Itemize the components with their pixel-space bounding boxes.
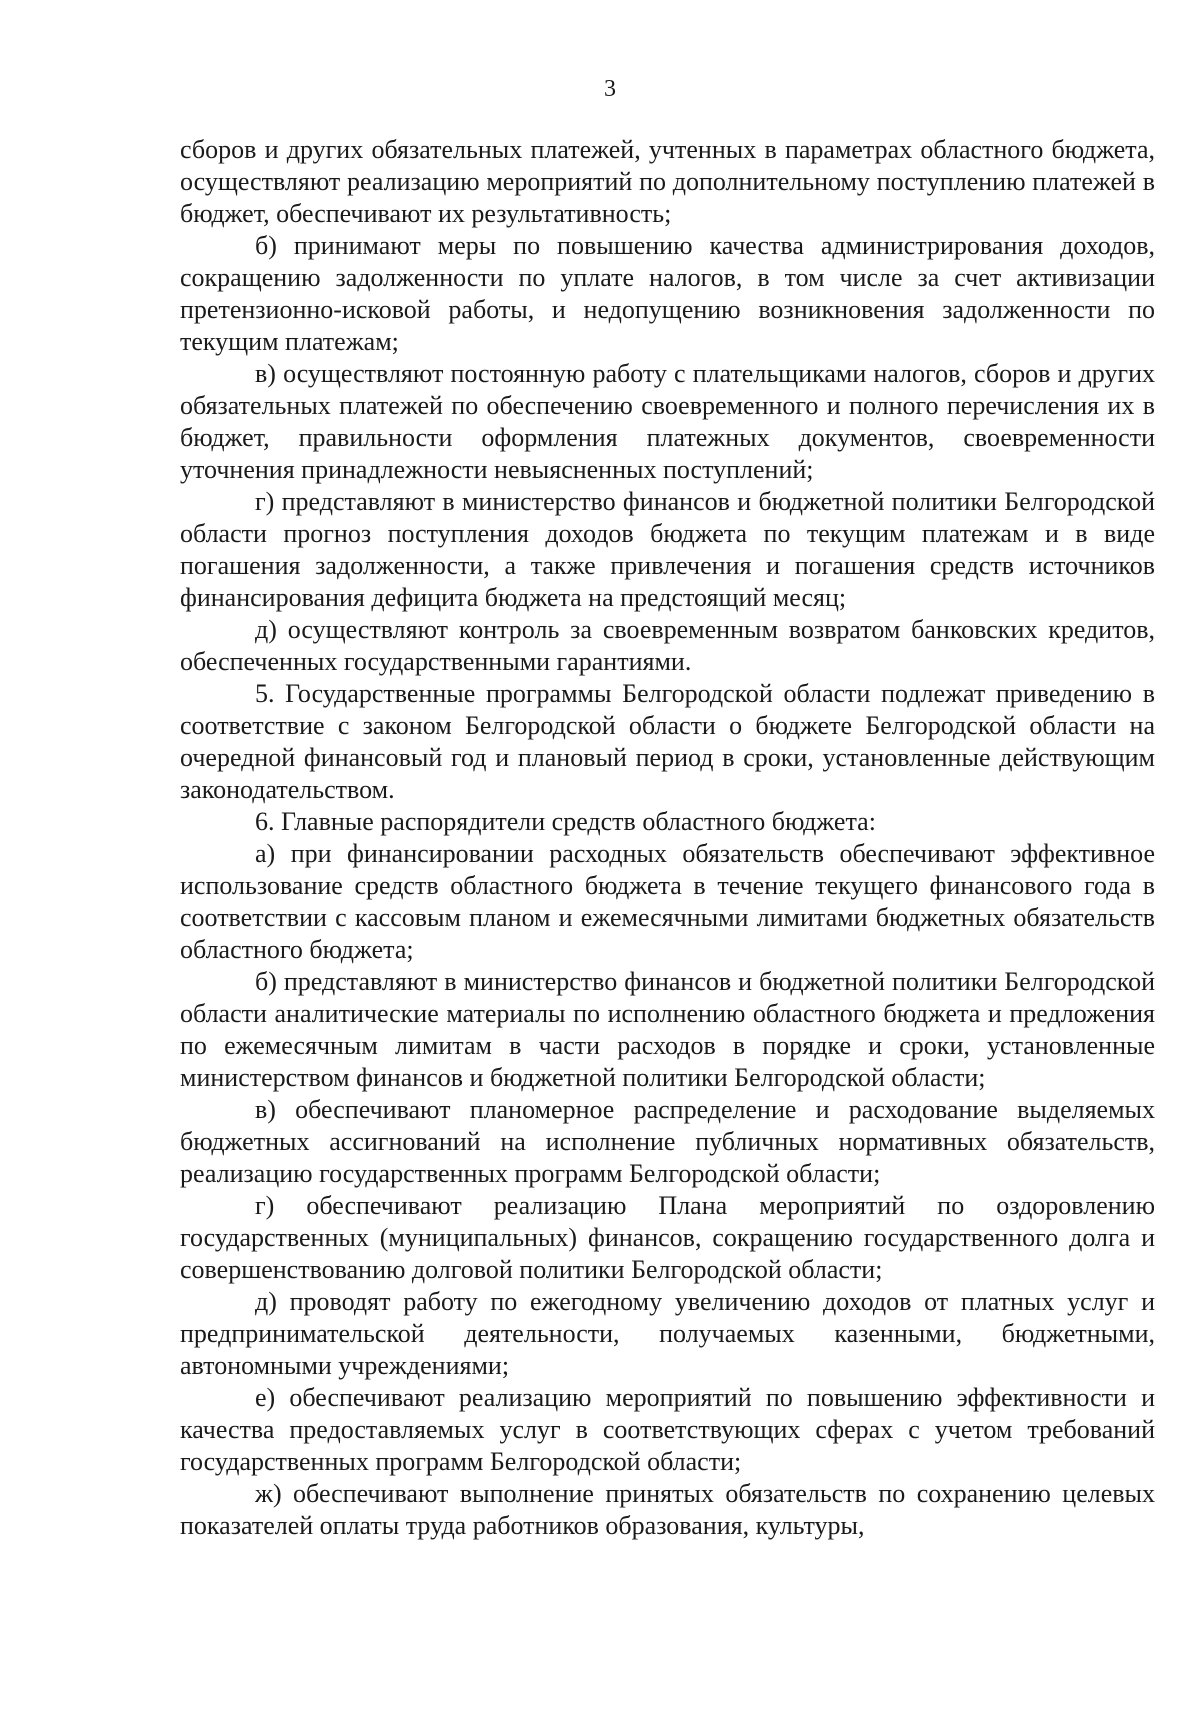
paragraph-6-item-a: а) при финансировании расходных обязательств обеспечивают эффективное использование средств областного бюджета в течение текущего финансового года в соответствии с кассовым планом и ежемесячными лимитами бюджетных обязательств областного бюджета; bbox=[180, 839, 1155, 964]
paragraph-6-item-zh: ж) обеспечивают выполнение принятых обязательств по сохранению целевых показателей оплаты труда работников образования, культуры, bbox=[180, 1479, 1155, 1540]
paragraph-continuation: сборов и других обязательных платежей, учтенных в параметрах областного бюджета, осуществляют реализацию мероприятий по дополнительному поступлению платежей в бюджет, обеспечивают их результативность; bbox=[180, 135, 1155, 228]
paragraph-6-item-d: д) проводят работу по ежегодному увеличению доходов от платных услуг и предпринимательской деятельности, получаемых казенными, бюджетными, автономными учреждениями; bbox=[180, 1287, 1155, 1380]
paragraph-item-v: в) осуществляют постоянную работу с плательщиками налогов, сборов и других обязательных платежей по обеспечению своевременного и полного перечисления их в бюджет, правильности оформления платежных документов, своевременности уточнения принадлежности невыясненных поступлений; bbox=[180, 359, 1155, 484]
document-body bbox=[180, 134, 1155, 1542]
paragraph-item-g: г) представляют в министерство финансов и бюджетной политики Белгородской области прогноз поступления доходов бюджета по текущим платежам и в виде погашения задолженности, а также привлечения и погашения средств источников финансирования дефицита бюджета на предстоящий месяц; bbox=[180, 487, 1155, 612]
paragraph-item-d: д) осуществляют контроль за своевременным возвратом банковских кредитов, обеспеченных государственными гарантиями. bbox=[180, 615, 1155, 676]
paragraph-item-b: б) принимают меры по повышению качества администрирования доходов, сокращению задолженности по уплате налогов, в том числе за счет активизации претензионно-исковой работы, и недопущению возникновения задолженности по текущим платежам; bbox=[180, 231, 1155, 356]
paragraph-section-5: 5. Государственные программы Белгородской области подлежат приведению в соответствие с законом Белгородской области о бюджете Белгородской области на очередной финансовый год и плановый период в сроки, установленные действующим законодательством. bbox=[180, 679, 1155, 804]
paragraph-6-item-b: б) представляют в министерство финансов и бюджетной политики Белгородской области аналитические материалы по исполнению областного бюджета и предложения по ежемесячным лимитам в части расходов в порядке и сроки, установленные министерством финансов и бюджетной политики Белгородской области; bbox=[180, 967, 1155, 1092]
page-number: 3 bbox=[604, 76, 616, 102]
paragraph-6-item-g: г) обеспечивают реализацию Плана мероприятий по оздоровлению государственных (муниципальных) финансов, сокращению государственного долга и совершенствованию долговой политики Белгородской области; bbox=[180, 1191, 1155, 1284]
paragraph-6-item-e: е) обеспечивают реализацию мероприятий по повышению эффективности и качества предоставляемых услуг в соответствующих сферах с учетом требований государственных программ Белгородской области; bbox=[180, 1383, 1155, 1476]
paragraph-section-6: 6. Главные распорядители средств областного бюджета: bbox=[255, 807, 876, 836]
paragraph-6-item-v: в) обеспечивают планомерное распределение и расходование выделяемых бюджетных ассигнований на исполнение публичных нормативных обязательств, реализацию государственных программ Белгородской области; bbox=[180, 1095, 1155, 1188]
